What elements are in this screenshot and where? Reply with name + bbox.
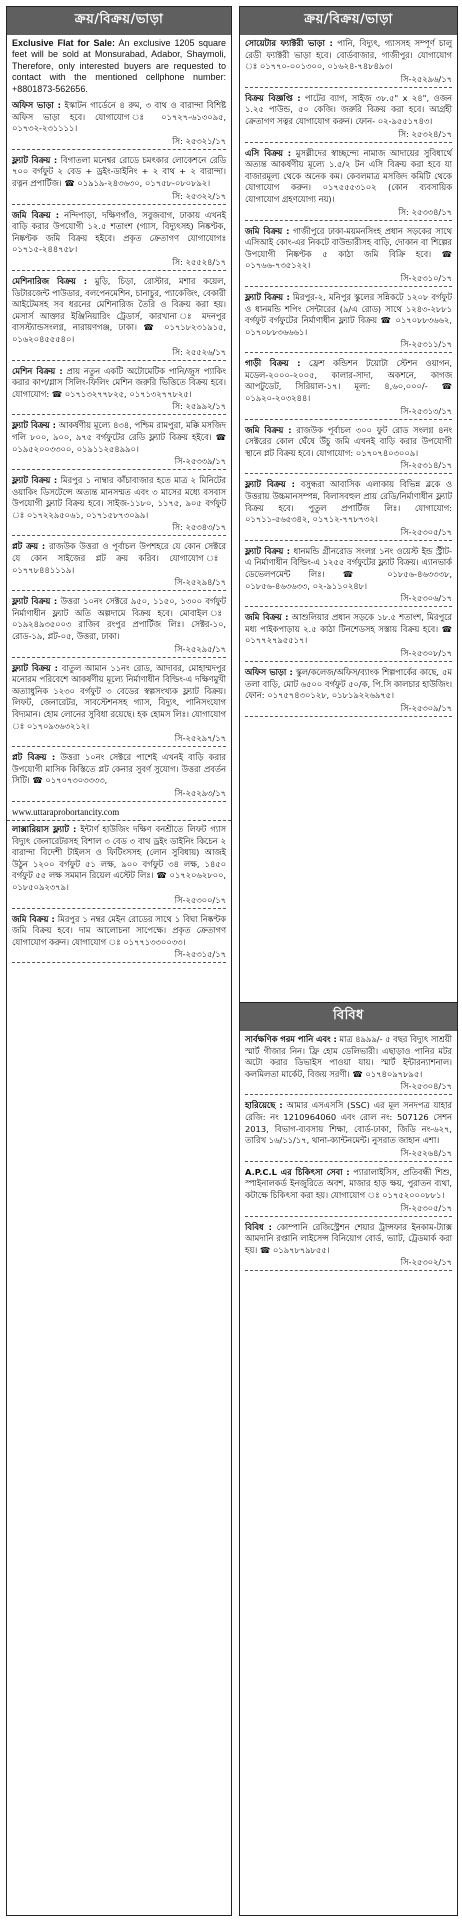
right-classified-column xyxy=(239,6,458,1916)
ad-body: গাজীপুরে ঢাকা-ময়মনসিংহ প্রধান সড়কের সাথে এসিআই কোং-এর নিকটে বাউন্ডারীসহ বাড়ি, দোকান বা শিল্পের উপযোগী নিষ্কণ্টক ৫ কাঠা জমি বিক্রি হবে। ☎ ০১৭৬৬-৭৩৫১২২। xyxy=(245,225,453,271)
ad-lead: জমি বিক্রয় : xyxy=(12,913,55,924)
left-ad-list xyxy=(7,97,231,804)
classified-ad xyxy=(7,152,231,207)
classified-ad xyxy=(240,1031,457,1097)
ad-body: বসুন্ধরা আবাসিক এলাকায় বিভিন্ন ব্লকে ও উত্তরায় উচ্চমানসম্পন্ন, বিলাসবহুল প্রায় রেডি/নির্মাণাধীন ফ্ল্যাট বিক্রয় হবে। পুতুল প্রপার্টিজ লিঃ। যোগাযোগ: ০১৭১১-৫৬৫৩৪২, ০১৭১২-৭৭৮৭৩২। xyxy=(245,479,452,525)
ad-reference-code: সি: ২৫৯৯২/১৭ xyxy=(12,401,226,415)
classified-ad-exclusive-flat xyxy=(7,35,231,97)
ad-lead: ফ্ল্যাট বিক্রয় : xyxy=(245,479,295,490)
ad-reference-code: সি-২৫৩১৩/১৭ xyxy=(245,406,452,420)
ad-reference-code: সি-২৫৩১৪/১৭ xyxy=(245,460,452,474)
classified-ad xyxy=(240,289,457,355)
ad-reference-code: সি-২৫২৯৬/১৭ xyxy=(245,74,452,88)
classified-ad xyxy=(7,363,231,418)
classified-ad xyxy=(7,593,231,659)
ad-body: প্যারালাইসিস, প্রতিবন্ধী শিশু, স্পাইনালকর্ড ইনজুরিতে অবশ, মাজার হাড় ক্ষয়, পুরাতন ব্যথা, কটাক্ষে চিকিৎসা করা হয়। যোগাযোগ ঃ ০১৭৫২০০০৮৮১। xyxy=(245,1166,453,1200)
ad-lead: এসি বিক্রয় : xyxy=(245,147,292,158)
misc-section xyxy=(240,1002,457,1915)
ad-lead: A.P.C.L এর চিকিৎসা সেবা : xyxy=(245,1166,350,1177)
classified-ad xyxy=(240,1219,457,1274)
ad-body: মুসল্লীদের স্বাচ্ছন্দ্যে নামাজ আদায়ের সুবিধার্থে অত্যন্ত আকর্ষণীয় মূল্যে ১.৫/২ টন এসি বিক্রয় করা হবে যা বাজারমূল্য থেকে অনেক কম। কেবলমাত্র মসজিদ কমিটি থেকে যোগাযোগ করুন। ০১৭৫৫৫৩১০২ (কোন ব্যবসায়িক যোগাযোগ গ্রহণযোগ্য নয়)। xyxy=(245,147,453,204)
ad-body: প্রায় নতুন একটি অটোমেটিক পানি/জুস প্যাকিং করার কাপ/গ্লাস সিলিং-ফিলিং মেশিন জরুরি ভিত্তিতে বিক্রয় হবে। যোগাযোগ: ☎ ০১৭১৩২৭৭৮২৫, ০১৭১৩২৭৭৮২৫। xyxy=(12,365,227,399)
ad-reference-code: সি-২৫৩০৪/১৭ xyxy=(245,1081,452,1095)
ad-body: আকর্ষণীয় মূল্যে ৪৩৪, পশ্চিম রামপুরা, মক্কি মসজিদ গলি ৮০০, ৯০০, ৯৭৫ বর্গফুটের রেডি ফ্ল্যাট বিক্রয় হইবে। ☎ ০১৯৫২০০৩৩০০, ০১৯১১২৫৪৯৯০। xyxy=(12,420,227,454)
ad-lead: প্লট বিক্রয় : xyxy=(12,752,56,763)
ad-lead: জমি বিক্রয় : xyxy=(245,424,292,435)
ad-body: বিগাতলা মনেশ্বর রোডে চমৎকার লোকেশনে রেডি ৭০০ বর্গফুট ২ বেড + ড্রইং-ডাইনিং + ২ বাথ + ২ বারান্দা। রত্নন প্রপার্টিজ। ☎ ০১৯১৯-২৪৩৬৩০, ০১৭৫৮-০৮০৮৯২। xyxy=(12,154,227,188)
classified-ad xyxy=(7,749,231,804)
section-header-misc: বিবিধ xyxy=(240,1003,457,1031)
ad-reference-code: সি: ২৫৫২৪/১৭ xyxy=(12,257,226,271)
ad-lead: জমি বিক্রয় : xyxy=(12,209,60,220)
ad-body: ইস্কাটন গার্ডেনে ৪ রুম, ৩ বাথ ও বারান্দা বিশিষ্ট অফিস ভাড়া হবে। যোগাযোগ ঃ ০১৭২৭-৬১৩০৯৫, ০১৭৩২-২৩১১১১। xyxy=(12,100,226,134)
ad-reference-code: সি-২৫৩১১/১৭ xyxy=(245,339,452,353)
ad-lead: হারিয়েছে : xyxy=(245,1100,283,1111)
ad-body: আমার এসএসসি (SSC) এর মূল সনদপত্র যাহার রেজি: নং 1210964060 এবং রোল নং: 507126 সেশন 2013, বিভাগ-ব্যবসায় শিক্ষা, বোর্ড-ঢাকা, জিডি নং-৬২৭, তারিখ ১৬/১১/১৭, থানা-ক্যান্টনমেন্ট। নুসরাত জাহান এশা। xyxy=(245,1100,452,1146)
ad-body: মিরপুর ১ নাম্বার কাঁচাবাজার হতে মাত্র ২ মিনিটের ওয়াকিং ডিসটেন্সে অত্যন্ত মানসম্মত এবং ৩ মাসের মধ্যে বসবাস উপযোগী ফ্ল্যাট বিক্রয় হবে। সাইজ-১১৮০, ১১৭৫, ৯০৫ বর্গফুট ঃ ০১৭২২৯৫০৬১, ০১৭১৫৮৭৩০৯৯। xyxy=(12,475,226,520)
ad-body: পাটের ব্যাগ, সাইজ ৩৮.৫" x ২৪", ওজন ১.২৫ পাউন্ড, ৫০ কেজি। জরুরি বিক্রয় করা হবে। আগ্রহী ক্রেতাগণ সত্বর যোগাযোগ করুন। ফোন- ০২-৯৫৫১৭৪৩। xyxy=(245,92,452,126)
ad-body: বাতুল আমান ১১নং রোড, আদাবর, মোহাম্মদপুর মনোরম পরিবেশে আকর্ষণীয় মূল্যে নির্মাণাধীন বিল্ডিং-এ দক্ষিণমুখী অত্যাধুনিক ১২৩০ বর্গফুট ৩ বেডের স্বল্পসংখ্যক ফ্ল্যাট বিক্রয়। লিফট, জেনারেটর, সাবস্টেশনসহ গ্যাস, বিদ্যুৎ, পানিসংযোগ বিদ্যমান। হোম লোনের সুবিধা রয়েছে। হক হোমস লিঃ। যোগাযোগ ঃ ০১৭০৯৩৬৩২১২। xyxy=(12,662,226,731)
classified-ad xyxy=(7,273,231,363)
classified-ad xyxy=(7,417,231,472)
ad-body: ধানমন্ডি গ্রীনরোড সংলগ্ন ১নং ওয়েস্ট ইন্ড স্ট্রীট-এ নির্মাণাধীন বিল্ডিং-এ ১২৫৫ বর্গফুটের ফ্ল্যাট বিক্রয়। এ্যানভার্ক ডেভেলপমেন্ট লিঃ। ☎ ০১৮৫৬-৪৬৩৩৩৮, ০১৮৫৬-৪৬৩৬৩৩, ০২-৯১১০২৪৮। xyxy=(245,545,452,591)
classified-ad xyxy=(7,821,231,911)
classified-ad xyxy=(240,355,457,421)
ad-reference-code: সি-২৫২৯৩/১৭ xyxy=(12,788,226,802)
ad-reference-code: সি-২৫৩০৯/১৭ xyxy=(245,703,452,717)
ad-body: মুড়ি, চিড়া, রোস্টার, মশার কয়েল, ডিটারজেন্ট পাউডার, বলপেনমেশিন, চানাচুর, প্যাকেজিং, বেকারী আইটেমসহ সব ধরনের মেশিনারিজ তৈরি ও বিক্রয় করা হয়। মেসার্স আক্তার ইঞ্জিনিয়ারিং ট্রেডার্স, কারখানা ঃ মদনপুর বাসস্ট্যান্ডসংলগ্ন, নারায়ণগঞ্জ, ঢাকা। ☎ ০১৭১৮২৩১৯১৫, ০১৬২০৪৫৫৫৪০। xyxy=(12,275,227,344)
classified-ad xyxy=(240,609,457,664)
ad-body: রাজউক উত্তরা ও পূর্বাচল উপশহরে যে কোন সেক্টরে যে কোন সাইজের প্লট ক্রয় করিব। যোগাযোগ ঃ ০১৭৭৮৪৪১১১৯। xyxy=(12,541,226,575)
ad-reference-code: সি-২৫৩০২/১৭ xyxy=(245,1257,452,1271)
ad-body: মিরপুর ১ নম্বর মেইন রোডের সাথে ১ বিঘা নিষ্কণ্টক জমি বিক্রয় হবে। দাম আলোচনা সাপেক্ষে। প্রকৃত ক্রেতাগণ যোগাযোগ করুন। যোগাযোগ ঃ ০১৭৭১৩৩০০৩৩। xyxy=(12,913,226,947)
ad-body: স্কুল/কলেজ/অফিস/ব্যাংক শিল্পপার্কের কাছে, ৫ম তলা বাড়ি, মোট ৬৫০০ বর্গফুট ৫০/ক, পি.সি কালচার হাউজিং। ফোন: ০১৭৫৭৪৩০১২৮, ০১৮১৯২২৬৯৭৫। xyxy=(245,666,452,701)
ad-reference-code: সি-২৫৩৩৯/১৭ xyxy=(12,456,226,470)
ad-lead: ফ্ল্যাট বিক্রয় : xyxy=(12,420,56,431)
ad-reference-code: সি-২৫৩০৫/১৭ xyxy=(245,527,452,541)
ad-reference-code: সি: ২৫৩২১/১৭ xyxy=(12,136,226,150)
classified-ad xyxy=(240,145,457,223)
ad-lead: বিক্রয় বিজ্ঞপ্তি : xyxy=(245,92,301,103)
ad-lead: প্লট ক্রয় : xyxy=(12,541,46,552)
ad-body: আশুলিয়ার প্রধান সড়কে ১৮.৫ শতাংশ, মিরপুরে মধ্য পাইকপাড়ায় ২.৫ কাঠা টিনশেডসহ সস্তায় বিক্রয় হবে। ☎ ০১৭৭২৭৯৫৫১৭। xyxy=(245,612,452,646)
classified-ad xyxy=(240,223,457,289)
classified-ad xyxy=(240,664,457,719)
ad-body: An exclusive 1205 square feet will be sold at Monsurabad, Adabor, Shaymoli, Therefore, only interested buyers are requested to contact with the mentioned cellphone number: +8801873-562656. xyxy=(12,38,226,94)
ad-lead: ফ্ল্যাট বিক্রয় : xyxy=(12,475,58,486)
ad-reference-code: সি: ২৫৩৩৪/১৭ xyxy=(245,207,452,221)
classified-ad xyxy=(240,543,457,609)
ad-reference-code: সি-২৫২৯৪/১৭ xyxy=(12,577,226,591)
classified-ad xyxy=(240,90,457,145)
section-header-buy-sell-rent: ক্রয়/বিক্রয়/ভাড়া xyxy=(7,7,231,35)
right-ad-list xyxy=(240,35,457,719)
ad-body: মাত্র ৪৯৯৯/- ৫ বছর বিদ্যুৎ সাশ্রয়ী স্মার্ট গীজার নিন। ফ্রি হোম ডেলিভারী। এছাড়াও পানির মটর অটো করার ডিভাইস পাওয়া যায়। স্মার্ট ইন্টারন্যাশনাল। কলমিলতা মার্কেট, বিজয় সরণী। ☎ ০১৭৪০৯৭৮৯৫। xyxy=(245,1034,453,1079)
ad-lead: ফ্ল্যাট বিক্রয় : xyxy=(12,596,58,607)
ad-lead: মেশিনারিজ বিক্রয় : xyxy=(12,275,88,286)
ad-lead: মেশিন বিক্রয় : xyxy=(12,365,63,376)
ad-reference-code: সি-২৫৩১০/১৭ xyxy=(245,273,452,287)
ad-lead: জমি বিক্রয় : xyxy=(245,225,290,236)
ad-reference-code: সি-২৫৩০৮/১৭ xyxy=(245,648,452,662)
section-header-buy-sell-rent: ক্রয়/বিক্রয়/ভাড়া xyxy=(240,7,457,35)
ad-lead: সার্বক্ষণিক গরম পানি এবং : xyxy=(245,1034,337,1044)
ad-body: কোম্পানি রেজিস্ট্রেশন শেয়ার ট্রান্সফার ইনকাম-ট্যাক্স আমদানি রপ্তানি লাইসেন্স বিনিয়োগ বোর্ড, ভ্যাট, ট্রেডমার্ক করা হয়। ☎ ০১৯৭৮৭৯৮৫৫। xyxy=(245,1221,453,1255)
ad-body: ফ্রেশ কন্ডিশন টয়োটা স্টেশন ওয়াগন, মডেল-২০০০-২০০৫, কালার-সাদা, অকশনে, কাগজ আপটুডেট, সিরিয়াল-১৭। মূল্য: ৪,৬০,০০০/- ☎ ০১৯২০-২০৩২৪৪। xyxy=(245,358,452,404)
ad-lead: অফিস ভাড়া : xyxy=(245,666,293,677)
ad-reference-code: সি-২৫৩০৬/১৭ xyxy=(245,593,452,607)
classified-ad xyxy=(240,1164,457,1219)
ad-body: ইন্টার্ণ হাউজিং দক্ষিণ বনশ্রীতে লিফট গ্যাস বিদ্যুৎ জেনারেটরসহ বিশাল ৩ বেড ৩ বাথ ড্রইং ডাইনিং কিচেন ২ বারান্দা বিদেশী টাইলস ও ফিটিংসসহ (লোন সুবিধায়) আজই উঠুন ১২০০ বর্গফুট ৫১ লক্ষ, ৯০০ বর্গফুট ৩৪ লক্ষ, ১৪৫০ বর্গফুট ৫৫ লক্ষ সমমান রিয়েল এস্টেট লিঃ। ☎ ০১৭২০৬২৮০০, ০১৮৫০৯২৩৭৯। xyxy=(12,823,227,892)
ad-body: রাজউক পূর্বাচল ৩০০ ফুট রোড সংলগ্ন ৪নং সেক্টরের কোল ঘেঁষে উঁচু জমি এখনই বাড়ি করার উপযোগী স্থানে প্লট বিক্রয় হবে। যোগাযোগ: ০১৭০৭৪০৩০০৯। xyxy=(245,424,452,458)
ad-reference-code: সি: ২৫৩৪৩/১৭ xyxy=(12,522,226,536)
classified-ad xyxy=(7,207,231,273)
ad-lead: জমি বিক্রয় : xyxy=(245,612,289,623)
classified-ad xyxy=(7,538,231,593)
ad-reference-code: সি: ২৫৩২৪/১৭ xyxy=(245,129,452,143)
ad-reference-code: সি: ২৫৩২২/১৭ xyxy=(12,191,226,205)
ad-lead: গাড়ী বিক্রয় : xyxy=(245,358,301,369)
ad-reference-code: সি-২৫২৯৭/১৭ xyxy=(12,733,226,747)
ad-lead: ফ্ল্যাট বিক্রয় : xyxy=(12,154,58,165)
ad-body: পানি, বিদ্যুৎ, গ্যাসসহ সম্পূর্ণ চালু রেডী ফ্যাক্টরী ভাড়া হবে। বোর্ডবাজার, গাজীপুর। যোগাযোগ ঃ ০১৭৭০-০০১৩০০, ০১৬২৪-৭৪৮৪৯৩। xyxy=(245,38,453,72)
ad-body: উত্তরা ১০নং সেক্টরে ৯৫০, ১১৫০, ১৩০০ বর্গফুট নির্মাণাধীন ফ্ল্যাট অতি অল্পদামে বিক্রয় হবে। মোবাইল ঃ ০১৯২৪৯৩৫০০৩ রাজিব রংপুর প্রপার্টিজ লিঃ। সেক্টর-১০, রোড-১৯, প্লট-০৫, উত্তরা, ঢাকা। xyxy=(12,596,226,642)
ad-lead: অফিস ভাড়া : xyxy=(12,100,61,111)
classified-ad xyxy=(240,422,457,477)
ad-lead: সোয়েটার ফ্যাক্টরী ভাড়া : xyxy=(245,38,333,48)
ad-lead: লাক্সারিয়াস ফ্ল্যাট : xyxy=(12,823,77,834)
classified-ad xyxy=(240,476,457,542)
ad-body: উত্তরা ১০নং সেক্টরে পাশেই এখনই বাড়ি করার উপযোগী মাসিক কিস্তিতে প্লট কেনার সুবর্ণ সুযোগ। উত্তরা প্রবর্তন সিটি। ☎ ০১৭০৭৩০৩৩৩৩, xyxy=(12,752,227,786)
classified-ad xyxy=(7,97,231,152)
ad-body: মিরপুর-২, মনিপুর স্কুলের সন্নিকটে ১২০৮ বর্গফুট ও ধানমন্ডি শপিং সেন্টারের (৯/এ রোড) সাথে ১২৪৩-২৮৮১ বর্গফুট বর্গফুটের নির্মাণাধীন ফ্ল্যাট বিক্রয় ☎ ০১৭০৮৮৩৬৬২, ০১৭০৮৮৩৬৬৬১। xyxy=(245,291,452,337)
ad-reference-code: সি-২৫৩০০/১৭ xyxy=(12,895,226,909)
website-link[interactable]: www.uttaraprobortancity.com xyxy=(7,804,231,821)
ad-lead: ফ্ল্যাট বিক্রয় : xyxy=(12,662,58,673)
classified-ad xyxy=(240,1097,457,1163)
left-ad-list-continued xyxy=(7,821,231,965)
ad-lead: Exclusive Flat for Sale: xyxy=(12,38,115,48)
classified-ad xyxy=(7,660,231,750)
classified-ad xyxy=(240,35,457,90)
classified-ad xyxy=(7,472,231,538)
misc-ad-list xyxy=(240,1031,457,1273)
ad-lead: বিবিধ : xyxy=(245,1221,272,1232)
classified-ad xyxy=(7,911,231,966)
ad-lead: ফ্ল্যাট বিক্রয় : xyxy=(245,291,290,302)
ad-reference-code: সি-২৫৩০৫/১৭ xyxy=(245,1203,452,1217)
ad-reference-code: সি-২৫৩১৫/১৭ xyxy=(12,949,226,963)
ad-reference-code: সি-২৫২৬৪/১৭ xyxy=(245,1148,452,1162)
ad-lead: ফ্ল্যাট বিক্রয় : xyxy=(245,545,291,556)
ad-body: নন্দিপাড়া, দক্ষিণগাঁও, সবুজবাগ, ঢাকায় এখনই বাড়ি করার উপযোগী ১২.৫ শতাংশ (গ্যাস, বিদ্যুৎসহ) নিষ্কণ্টক, নিষ্কণ্টক জমি বিক্রয় হইবে। প্রকৃত ক্রেতাগণ যোগাযোগঃ ০১৭১৫-২৪৪৭৫৮। xyxy=(12,209,226,255)
ad-reference-code: সি-২৫২৯৫/১৭ xyxy=(12,644,226,658)
ad-reference-code: সি: ২৫৫২৬/১৭ xyxy=(12,347,226,361)
left-classified-column xyxy=(6,6,232,1916)
